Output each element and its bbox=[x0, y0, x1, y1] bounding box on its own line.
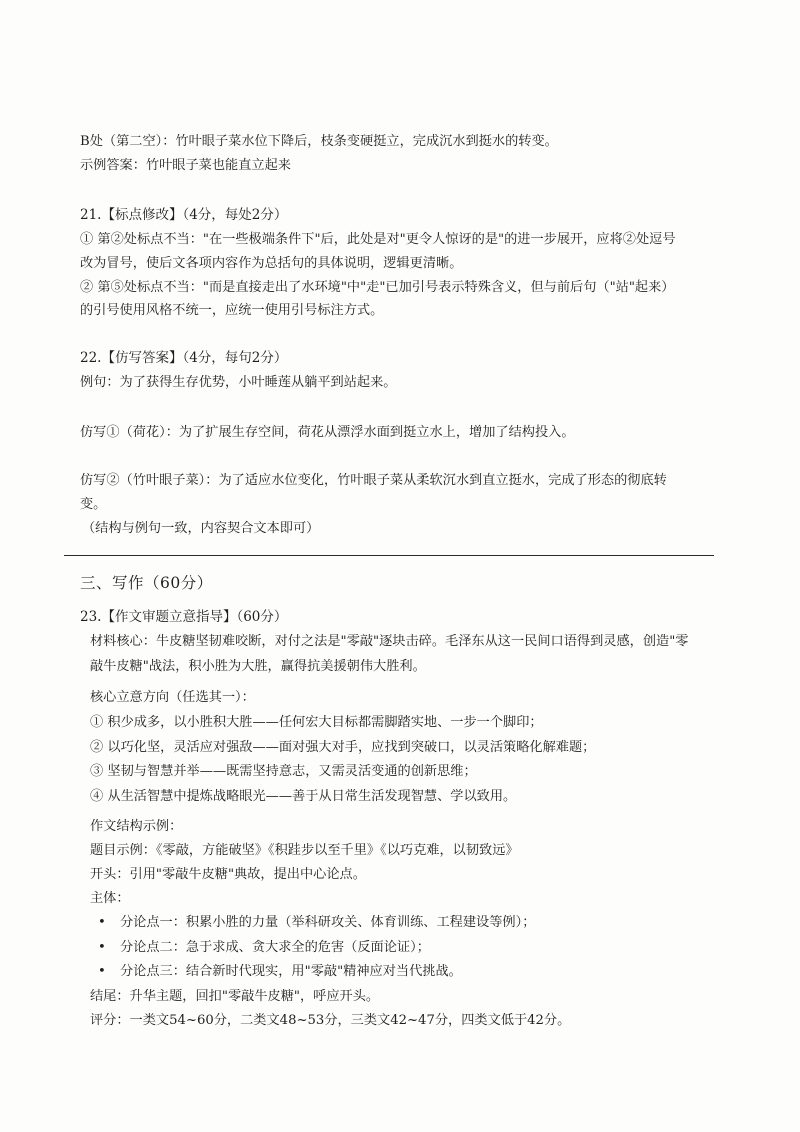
q21-point2-line2: 的引号使用风格不统一，应统一使用引号标注方式。 bbox=[80, 303, 384, 318]
q23-point-2 bbox=[98, 939, 430, 957]
bullet-icon: • bbox=[98, 915, 106, 930]
q23-ending: 结尾：升华主题，回扣"零敲牛皮糖"，呼应开头。 bbox=[90, 989, 380, 1004]
q23-direction-3: ③ 坚韧与智慧并举——既需坚持意志，又需灵活变通的创新思维； bbox=[90, 764, 477, 779]
q23-directions-title: 核心立意方向（任选其一）： bbox=[90, 690, 255, 705]
q23-point-3-text: 分论点三：结合新时代现实，用"零敲"精神应对当代挑战。 bbox=[120, 964, 462, 979]
q22-example: 例句：为了获得生存优势，小叶睡莲从躺平到站起来。 bbox=[80, 375, 397, 390]
q23-direction-4: ④ 从生活智慧中提炼战略眼光——善于从日常生活发现智慧、学以致用。 bbox=[90, 789, 517, 804]
q23-point-1-text: 分论点一：积累小胜的力量（举科研攻关、体育训练、工程建设等例）； bbox=[120, 915, 536, 930]
q23-title: 23.【作文审题立意指导】（60分） bbox=[80, 609, 288, 625]
q22-imitation-1: 仿写①（荷花）：为了扩展生存空间，荷花从漂浮水面到挺立水上，增加了结构投入。 bbox=[80, 425, 575, 440]
q23-direction-2: ② 以巧化坚，灵活应对强敌——面对强大对手，应找到突破口，以灵活策略化解难题； bbox=[90, 740, 596, 755]
q22-note: （结构与例句一致，内容契合文本即可） bbox=[82, 521, 320, 536]
q23-structure-title: 作文结构示例： bbox=[90, 819, 183, 834]
q20-b-answer: B处（第二空）：竹叶眼子菜水位下降后，枝条变硬挺立，完成沉水到挺水的转变。 bbox=[80, 134, 558, 149]
q21-title: 21.【标点修改】（4分，每处2分） bbox=[80, 207, 288, 223]
q23-core-line1: 材料核心：牛皮糖坚韧难咬断，对付之法是"零敲"逐块击碎。毛泽东从这一民间口语得到灵感，创造"零 bbox=[90, 634, 689, 649]
section-divider bbox=[64, 555, 714, 556]
q22-imitation-2-line1: 仿写②（竹叶眼子菜）：为了适应水位变化，竹叶眼子菜从柔软沉水到直立挺水，完成了形态的彻底转 bbox=[80, 473, 667, 488]
bullet-icon: • bbox=[98, 940, 106, 955]
q23-point-1 bbox=[98, 914, 535, 932]
section-3-title: 三、写作（60分） bbox=[80, 574, 213, 592]
q23-body-title: 主体： bbox=[90, 891, 130, 906]
q21-point2-line1: ② 第⑤处标点不当："而是直接走出了水环境"中"走"已加引号表示特殊含义，但与前后句（"站"起来） bbox=[80, 280, 675, 295]
q23-scoring: 评分：一类文54~60分，二类文48~53分，三类文42~47分，四类文低于42分。 bbox=[90, 1013, 571, 1028]
q20-example-answer: 示例答案：竹叶眼子菜也能直立起来 bbox=[80, 158, 291, 173]
q21-point1-line1: ① 第②处标点不当："在一些极端条件下"后，此处是对"更令人惊讶的是"的进一步展开，应将②处逗号 bbox=[80, 232, 676, 247]
bullet-icon: • bbox=[98, 964, 106, 979]
q23-title-examples: 题目示例：《零敲，方能破坚》《积跬步以至千里》《以巧克难，以韧致远》 bbox=[90, 843, 519, 858]
q23-direction-1: ① 积少成多，以小胜积大胜——任何宏大目标都需脚踏实地、一步一个脚印； bbox=[90, 715, 543, 730]
q23-core-line2: 敲牛皮糖"战法，积小胜为大胜，赢得抗美援朝伟大胜利。 bbox=[90, 659, 426, 674]
q23-opening: 开头：引用"零敲牛皮糖"典故，提出中心论点。 bbox=[90, 867, 366, 882]
q22-imitation-2-line2: 变。 bbox=[80, 497, 107, 512]
q21-point1-line2: 改为冒号，使后文各项内容作为总括句的具体说明，逻辑更清晰。 bbox=[80, 256, 463, 271]
q23-point-2-text: 分论点二：急于求成、贪大求全的危害（反面论证）； bbox=[120, 940, 430, 955]
q22-title: 22.【仿写答案】（4分，每句2分） bbox=[80, 350, 288, 366]
q23-point-3 bbox=[98, 963, 462, 981]
